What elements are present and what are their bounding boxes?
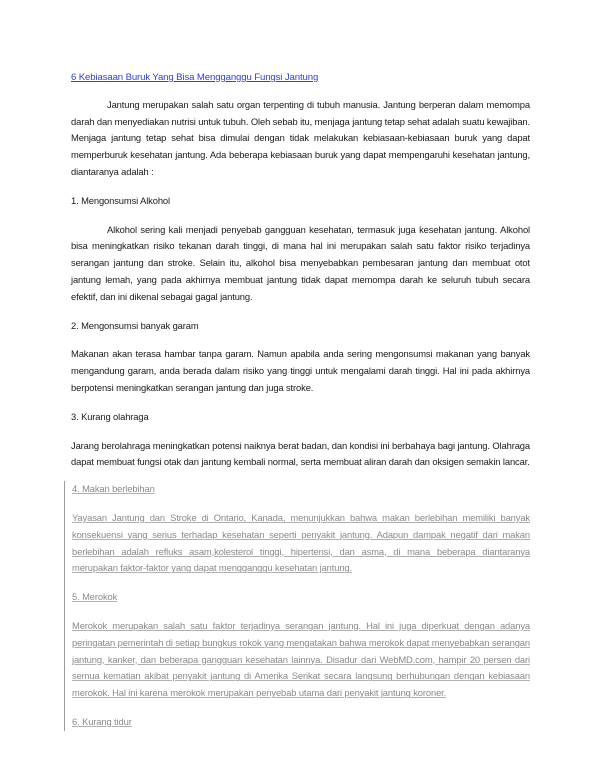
section-heading-makan: 4. Makan berlebihan — [72, 483, 155, 495]
section-heading-alkohol: 1. Mengonsumsi Alkohol — [71, 194, 170, 206]
section-body-olahraga: Jarang berolahraga meningkatkan potensi naiknya berat badan, dan kondisi ini berbahaya bagi jantung. Olahraga dapat membuat fungsi otak dan jantung kembali normal, serta membuat aliran darah dan oksigen semakin lancar. — [71, 439, 530, 468]
document-title-link[interactable]: 6 Kebiasaan Buruk Yang Bisa Mengganggu Fungsi Jantung — [71, 72, 319, 83]
section-heading-tidur: 6. Kurang tidur — [72, 715, 132, 727]
section-body-alkohol: Alkohol sering kali menjadi penyebab gangguan kesehatan, termasuk juga kesehatan jantung. Alkohol bisa meningkatkan risiko tekanan darah tinggi, di mana hal ini merupakan salah satu faktor risiko terjadinya serangan jantung dan stroke. Selain itu, alkohol bisa menyebabkan pembesaran jantung dan membuat otot jantung lemah, yang pada akhirnya membuat jantung tidak dapat memompa darah ke seluruh tubuh secara efektif, dan ini dikenal sebagai gagal jantung. — [71, 223, 530, 302]
section-body-makan: Yayasan Jantung dan Stroke di Ontario, Kanada, menunjukkan bahwa makan berlebihan memiliki banyak konsekuensi yang serius terhadap kesehatan seperti penyakit jantung. Adapun dampak negatif dari makan berlebihan adalah refluks asam,kolesterol tinggi, hipertensi, dan asma, di mana beberapa diantaranya merupakan faktor-faktor yang dapat mengganggu kesehatan jantung. — [72, 511, 530, 574]
document-content — [71, 70, 530, 743]
section-heading-olahraga: 3. Kurang olahraga — [71, 410, 149, 422]
intro-paragraph: Jantung merupakan salah satu organ terpenting di tubuh manusia. Jantung berperan dalam memompa darah dan menyediakan nutrisi untuk tubuh. Oleh sebab itu, menjaga jantung tetap sehat adalah suatu kewajiban. Menjaga jantung tetap sehat bisa dimulai dengan tidak melakukan kebiasaan-kebiasaan buruk yang dapat memperburuk kesehatan jantung. Ada beberapa kebiasaan buruk yang dapat mempengaruhi kesehatan jantung, diantaranya adalah : — [71, 98, 531, 177]
section-body-merokok: Merokok merupakan salah satu faktor terjadinya serangan jantung. Hal ini juga diperkuat dengan adanya peringatan pemerintah di setiap bungkus rokok yang mengatakan bahwa merokok dapat menyebabkan serangan jantung, kanker, dan beberapa gangguan kesehatan lainnya. Disadur dari WebMD.com, hampir 20 persen dari semua kematian akibat penyakit jantung di Amerika Serikat secara langsung berhubungan dengan kebiasaan merokok. Hal ini karena merokok merupakan penyebab utama dari penyakit jantung koroner. — [72, 619, 530, 699]
section-heading-merokok: 5. Merokok — [72, 591, 118, 603]
section-body-garam: Makanan akan terasa hambar tanpa garam. Namun apabila anda sering mengonsumsi makanan yang banyak mengandung garam, anda berada dalam risiko yang tinggi untuk mengalami darah tinggi. Hal ini pada akhirnya berpotensi meningkatkan serangan jantung dan juga stroke. — [71, 348, 530, 393]
tracked-changes-block — [64, 481, 530, 731]
section-heading-garam: 2. Mengonsumsi banyak garam — [71, 319, 199, 331]
